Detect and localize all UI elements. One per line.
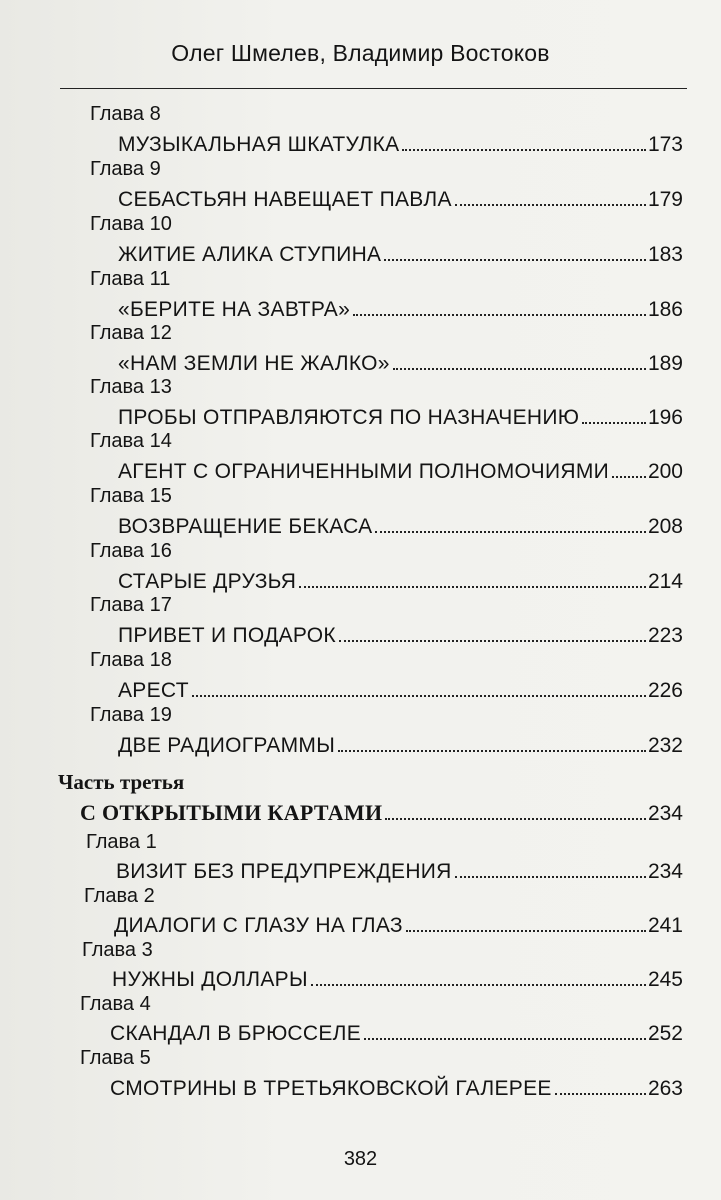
toc-entry[interactable] bbox=[118, 624, 683, 648]
chapter-label: Глава 17 bbox=[90, 594, 172, 616]
dot-leader bbox=[402, 149, 646, 151]
toc-entry[interactable] bbox=[118, 515, 683, 539]
entry-title: ВОЗВРАЩЕНИЕ БЕКАСА bbox=[118, 515, 373, 538]
entry-title: СЕБАСТЬЯН НАВЕЩАЕТ ПАВЛА bbox=[118, 188, 452, 211]
toc-entry[interactable] bbox=[110, 1022, 683, 1046]
part-title-entry[interactable] bbox=[80, 800, 683, 826]
dot-leader bbox=[385, 818, 646, 820]
toc-entry[interactable] bbox=[114, 914, 683, 938]
chapter-label: Глава 5 bbox=[80, 1047, 151, 1069]
chapter-label: Глава 14 bbox=[90, 430, 172, 452]
toc-entry[interactable] bbox=[112, 968, 683, 992]
toc-entry[interactable] bbox=[118, 243, 683, 267]
dot-leader bbox=[299, 586, 646, 588]
dot-leader bbox=[364, 1038, 646, 1040]
toc-entry[interactable] bbox=[118, 298, 683, 322]
entry-page: 223 bbox=[647, 624, 683, 647]
entry-page: 226 bbox=[647, 679, 683, 702]
dot-leader bbox=[612, 476, 646, 478]
entry-page: 234 bbox=[647, 802, 683, 825]
dot-leader bbox=[393, 368, 646, 370]
dot-leader bbox=[339, 640, 646, 642]
part-title: С ОТКРЫТЫМИ КАРТАМИ bbox=[80, 800, 383, 825]
entry-title: ПРОБЫ ОТПРАВЛЯЮТСЯ ПО НАЗНАЧЕНИЮ bbox=[118, 406, 580, 429]
entry-page: 189 bbox=[647, 352, 683, 375]
chapter-label: Глава 4 bbox=[80, 993, 151, 1015]
entry-page: 245 bbox=[647, 968, 683, 991]
toc-entry[interactable] bbox=[118, 406, 683, 430]
chapter-label: Глава 19 bbox=[90, 704, 172, 726]
entry-title: СМОТРИНЫ В ТРЕТЬЯКОВСКОЙ ГАЛЕРЕЕ bbox=[110, 1077, 552, 1100]
chapter-label: Глава 9 bbox=[90, 158, 161, 180]
dot-leader bbox=[353, 314, 646, 316]
entry-page: 252 bbox=[647, 1022, 683, 1045]
entry-page: 173 bbox=[647, 133, 683, 156]
entry-page: 179 bbox=[647, 188, 683, 211]
chapter-label: Глава 1 bbox=[86, 831, 157, 853]
dot-leader bbox=[311, 984, 646, 986]
entry-page: 196 bbox=[647, 406, 683, 429]
chapter-label: Глава 15 bbox=[90, 485, 172, 507]
running-header: Олег Шмелев, Владимир Востоков bbox=[171, 40, 550, 66]
chapter-label: Глава 11 bbox=[90, 268, 171, 290]
entry-title: НУЖНЫ ДОЛЛАРЫ bbox=[112, 968, 308, 991]
dot-leader bbox=[455, 876, 646, 878]
entry-page: 186 bbox=[647, 298, 683, 321]
toc-entry[interactable] bbox=[110, 1077, 683, 1101]
chapter-label: Глава 16 bbox=[90, 540, 172, 562]
chapter-label: Глава 13 bbox=[90, 376, 172, 398]
dot-leader bbox=[192, 695, 646, 697]
entry-page: 263 bbox=[647, 1077, 683, 1100]
entry-page: 241 bbox=[647, 914, 683, 937]
toc-entry[interactable] bbox=[118, 460, 683, 484]
entry-title: МУЗЫКАЛЬНАЯ ШКАТУЛКА bbox=[118, 133, 400, 156]
entry-title: АРЕСТ bbox=[118, 679, 189, 702]
dot-leader bbox=[555, 1093, 646, 1095]
toc-entry[interactable] bbox=[118, 570, 683, 594]
page-number: 382 bbox=[343, 1148, 378, 1170]
toc-entry[interactable] bbox=[118, 188, 683, 212]
entry-title: СТАРЫЕ ДРУЗЬЯ bbox=[118, 570, 297, 593]
entry-title: ЖИТИЕ АЛИКА СТУПИНА bbox=[118, 243, 382, 266]
entry-page: 183 bbox=[647, 243, 683, 266]
toc-entry[interactable] bbox=[118, 679, 683, 703]
chapter-label: Глава 12 bbox=[90, 322, 172, 344]
dot-leader bbox=[455, 204, 646, 206]
entry-page: 214 bbox=[647, 570, 683, 593]
dot-leader bbox=[375, 531, 646, 533]
part-heading: Часть третья bbox=[58, 770, 185, 794]
entry-title: «БЕРИТЕ НА ЗАВТРА» bbox=[118, 298, 351, 321]
entry-page: 200 bbox=[647, 460, 683, 483]
toc-entry[interactable] bbox=[118, 133, 683, 157]
entry-title: ДВЕ РАДИОГРАММЫ bbox=[118, 734, 336, 757]
entry-title: ВИЗИТ БЕЗ ПРЕДУПРЕЖДЕНИЯ bbox=[116, 860, 452, 883]
toc-entry[interactable] bbox=[118, 352, 683, 376]
dot-leader bbox=[582, 422, 646, 424]
entry-page: 208 bbox=[647, 515, 683, 538]
chapter-label: Глава 8 bbox=[90, 103, 161, 125]
dot-leader bbox=[406, 930, 646, 932]
entry-page: 232 bbox=[647, 734, 683, 757]
entry-title: ПРИВЕТ И ПОДАРОК bbox=[118, 624, 336, 647]
chapter-label: Глава 2 bbox=[84, 885, 155, 907]
entry-title: «НАМ ЗЕМЛИ НЕ ЖАЛКО» bbox=[118, 352, 390, 375]
dot-leader bbox=[338, 750, 646, 752]
toc-entry[interactable] bbox=[116, 860, 683, 884]
header-rule bbox=[60, 88, 687, 89]
entry-page: 234 bbox=[647, 860, 683, 883]
chapter-label: Глава 10 bbox=[90, 213, 172, 235]
toc-entry[interactable] bbox=[118, 734, 683, 758]
chapter-label: Глава 18 bbox=[90, 649, 172, 671]
entry-title: ДИАЛОГИ С ГЛАЗУ НА ГЛАЗ bbox=[114, 914, 403, 937]
dot-leader bbox=[384, 259, 646, 261]
entry-title: СКАНДАЛ В БРЮССЕЛЕ bbox=[110, 1022, 362, 1045]
entry-title: АГЕНТ С ОГРАНИЧЕННЫМИ ПОЛНОМОЧИЯМИ bbox=[118, 460, 610, 483]
chapter-label: Глава 3 bbox=[82, 939, 153, 961]
